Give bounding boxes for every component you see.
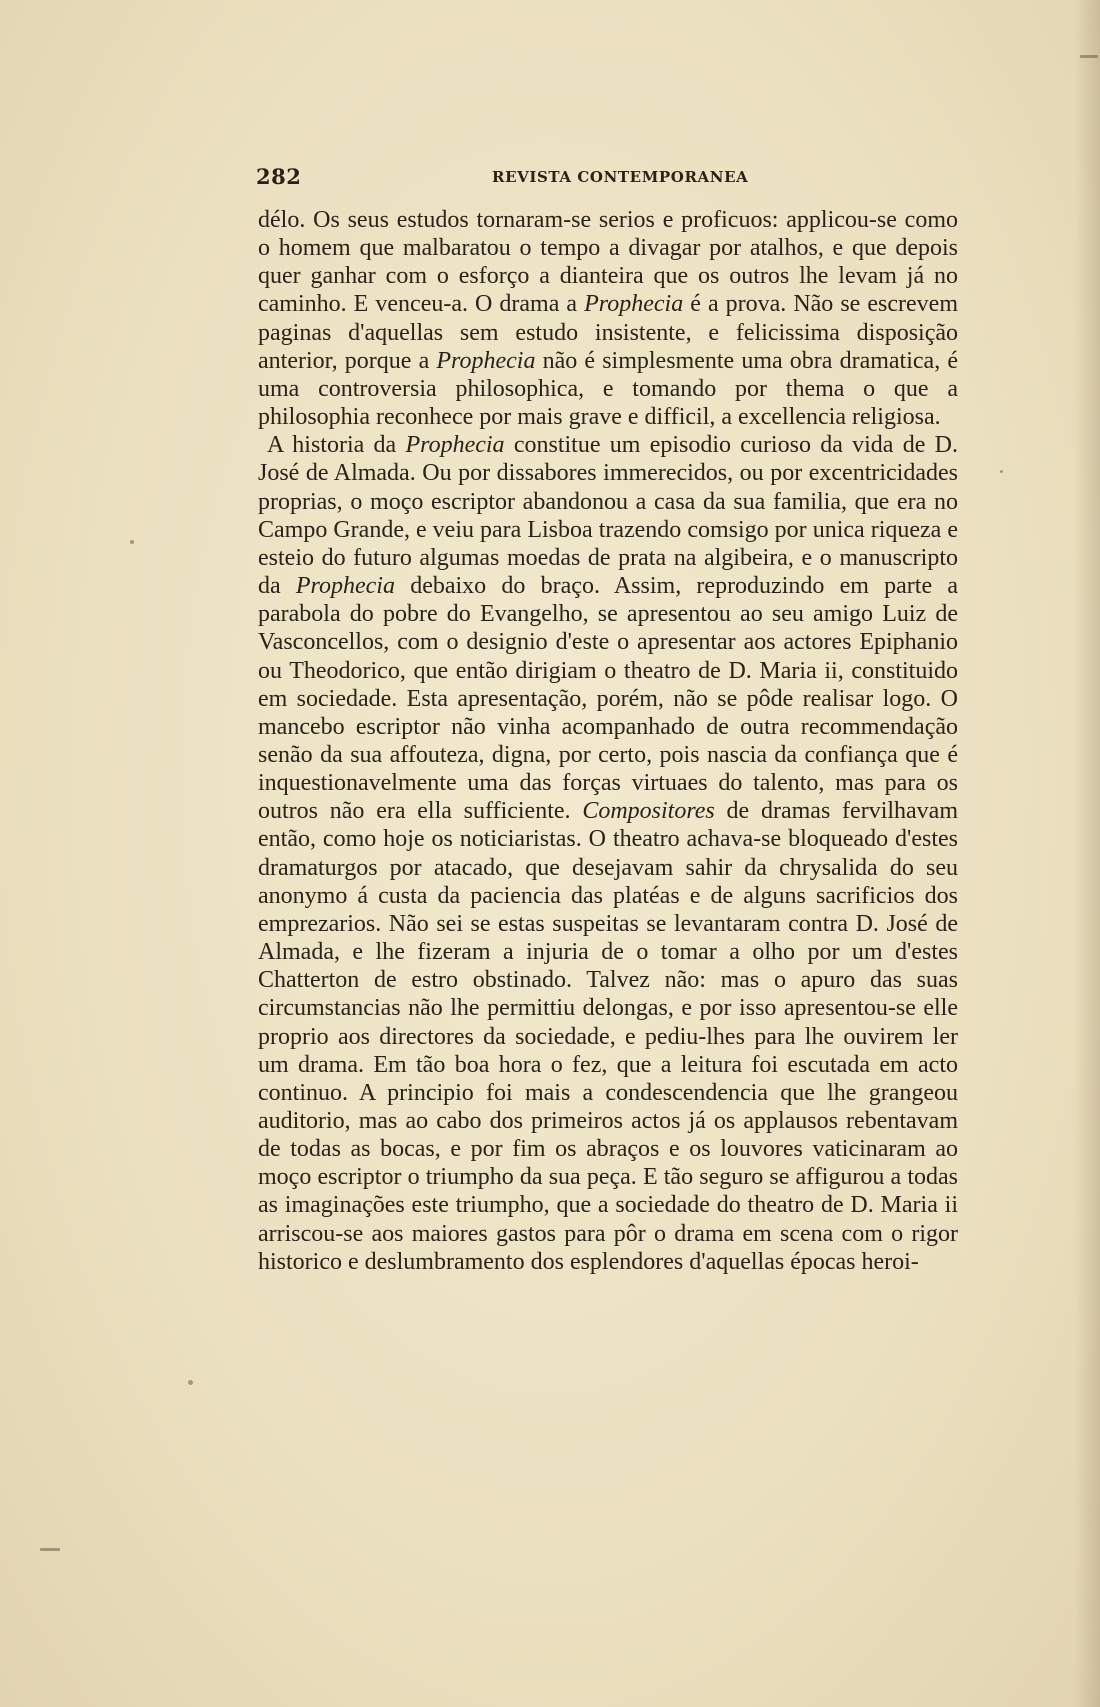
running-title: REVISTA CONTEMPORANEA [492,168,749,186]
paragraph [258,206,958,431]
italic-title: Prophecia [584,291,684,318]
text-run: délo. Os seus estudos tornaram-se serios e proficuos: applicou-se como o homem que malbaratou o tempo a divagar por atalhos, e que depois quer ganhar com o esforço a dianteira que os outros lhe levam já no caminho. E venceu-a. O drama a [258,207,958,318]
page-number: 282 [256,164,302,189]
text-run: não é simplesmente uma obra dramatica, é uma controversia philosophica, e tomando por thema o que a philosophia reconhece por mais grave e difficil, a excellencia religiosa. [258,347,958,431]
paper-speck [40,1548,60,1551]
text-run: A historia da [267,432,406,459]
text-run: debaixo do braço. Assim, reproduzindo em parte a parabola do pobre do Evangelho, se apresentou ao seu amigo Luiz de Vasconcellos, com o designio d'este o apresentar aos actores Epiphanio ou Theodorico, que então dirigiam o theatro de D. Maria ii, constituido em sociedade. Esta apresentação, porém, não se pôde realisar logo. O mancebo escriptor não vinha acompanhado de outra recommendação senão da sua affouteza, digna, por certo, pois nascia da confiança que é inquestionavelmente uma das forças virtuaes do talento, mas para os outros não era ella sufficiente. [258,573,959,825]
page-header [256,164,956,192]
paper-speck [188,1380,193,1385]
paper-speck [1080,55,1098,58]
italic-title: Prophecia [405,432,505,459]
paragraph [258,431,958,1276]
body-text [258,206,958,1276]
text-run: de dramas fervilhavam então, como hoje os noticiaristas. O theatro achava-se bloqueado d'estes dramaturgos por atacado, que desejavam sahir da chrysalida do seu anonymo á custa da paciencia das platéas e de alguns sacrificios dos emprezarios. Não sei se estas suspeitas se levantaram contra D. José de Almada, e lhe fizeram a injuria de o tomar a olho por um d'estes Chatterton de estro obstinado. Talvez não: mas o apuro das suas circumstancias não lhe permittiu delongas, e por isso apresentou-se elle proprio aos directores da sociedade, e pediu-lhes para lhe ouvirem ler um drama. Em tão boa hora o fez, que a leitura foi escutada em acto continuo. A principio foi mais a condescendencia que lhe grangeou auditorio, mas ao cabo dos primeiros actos já os applausos rebentavam de todas as bocas, e por fim os abraços e os louvores vaticinaram ao moço escriptor o triumpho da sua peça. E tão seguro se affigurou a todas as imaginações este triumpho, que a sociedade do theatro de D. Maria ii arriscou-se aos maiores gastos para pôr o drama em scena com o rigor historico e deslumbramento dos esplendores d'aquellas épocas heroi- [258,798,958,1275]
text-run: é a prova. Não se escrevem paginas d'aquellas sem estudo insistente, e felicissima disposição anterior, porque a [258,291,958,374]
page-edge-shadow [1074,0,1100,1707]
paper-speck [1000,470,1003,473]
paper-speck [130,540,134,544]
italic-title: Prophecia [436,347,536,374]
italic-title: Prophecia [295,573,395,600]
italic-title: Compositores [582,798,715,825]
text-run: constitue um episodio curioso da vida de D. José de Almada. Ou por dissabores immerecidos, ou por excentricidades proprias, o moço escriptor abandonou a casa da sua familia, que era no Campo Grande, e veiu para Lisboa trazendo comsigo por unica riqueza e esteio do futuro algumas moedas de prata na algibeira, e o manuscripto da [258,432,958,600]
